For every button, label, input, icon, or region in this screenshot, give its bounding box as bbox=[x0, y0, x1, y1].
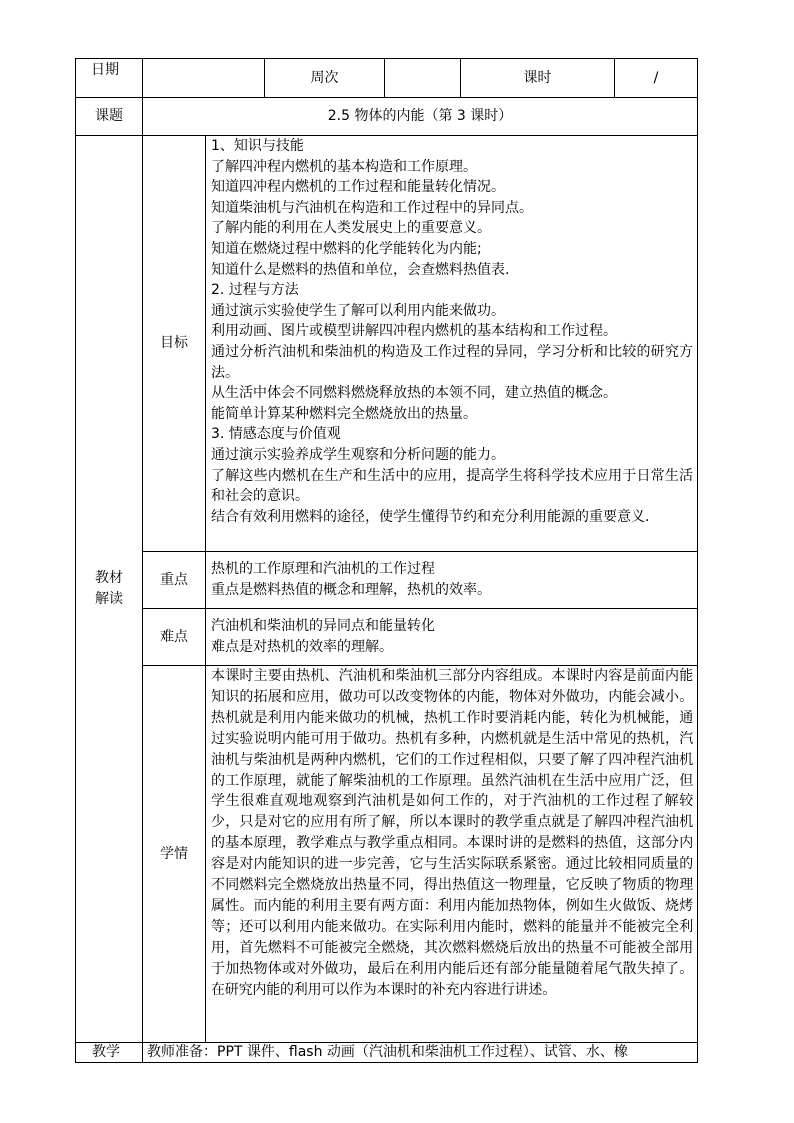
key-points-label: 重点 bbox=[160, 571, 188, 588]
goals-label: 目标 bbox=[160, 335, 188, 352]
text-line: 了解四冲程内燃机的基本构造和工作原理。 bbox=[211, 158, 477, 175]
text-line: 热机的工作原理和汽油机的工作过程 bbox=[211, 561, 435, 577]
text-line: 了解这些内燃机在生产和生活中的应用，提高学生将科学技术应用于日常生活和社会的意识。 bbox=[211, 467, 693, 505]
table-rule bbox=[142, 608, 698, 609]
text-line: 结合有效利用燃料的途径，使学生懂得节约和充分利用能源的重要意义. bbox=[211, 508, 650, 525]
text-line: 通过演示实验养成学生观察和分析问题的能力。 bbox=[211, 446, 505, 463]
week-label: 周次 bbox=[310, 69, 339, 86]
difficulties-text bbox=[206, 616, 697, 658]
period-value: / bbox=[653, 69, 659, 86]
text-line: 2. 过程与方法 bbox=[211, 282, 299, 299]
material-label-line2: 解读 bbox=[95, 591, 123, 607]
text-line: 汽油机和柴油机的异同点和能量转化 bbox=[211, 618, 435, 634]
text-line: 知道柴油机与汽油机在构造和工作过程中的异同点。 bbox=[211, 199, 533, 216]
topic-label: 课题 bbox=[95, 108, 123, 125]
text-line: 知道什么是燃料的热值和单位，会查燃料热值表. bbox=[211, 261, 510, 278]
period-label: 课时 bbox=[523, 69, 552, 86]
text-line: 通过演示实验使学生了解可以利用内能来做功。 bbox=[211, 302, 505, 319]
table-border-bottom bbox=[75, 1062, 698, 1063]
text-line: 重点是燃料热值的概念和理解，热机的效率。 bbox=[211, 582, 491, 598]
table-rule bbox=[384, 58, 385, 98]
text-line: 3. 情感态度与价值观 bbox=[211, 426, 341, 443]
students-text: 本课时主要由热机、汽油机和柴油机三部分内容组成。本课时内容是前面内能知识的拓展和应用，做功可以改变物体的内能，物体对外做功，内能会减小。热机就是利用内能来做功的机械，热机工作时要消耗内能，转化为机械能，通过实验说明内能可用于做功。热机有多种，内燃机就是生活中常见的热机，汽油机与柴油机是两种内燃机，它们的工作过程相似，只要了解了四冲程汽油机的工作原理，就能了解柴油机的工作原理。虽然汽油机在生活中应用广泛，但学生很难直观地观察到汽油机是如何工作的，对于汽油机的工作过程了解较少，只是对它的应用有所了解，所以本课时的教学重点就是了解四冲程汽油机的基本原理，教学难点与教学重点相同。本课时讲的是燃料的热值，这部分内容是对内能知识的进一步完善，它与生活实际联系紧密。通过比较相同质量的不同燃料完全燃烧放出热量不同，得出热值这一物理量，它反映了物质的物理属性。而内能的利用主要有两方面：利用内能加热物体，例如生火做饭、烧烤等；还可以利用内能来做功。在实际利用内能时，燃料的能量并不能被完全利用，首先燃料不可能被完全燃烧，其次燃料燃烧后放出的热量不可能被全部用于加热物体或对外做功，最后在利用内能后还有部分能量随着尾气散失掉了。在研究内能的利用可以作为本课时的补充内容进行讲述。 bbox=[211, 668, 693, 998]
text-line: 从生活中体会不同燃料燃烧释放热的本领不同，建立热值的概念。 bbox=[211, 385, 617, 402]
table-border-right bbox=[697, 58, 698, 1063]
goals-text bbox=[206, 136, 697, 527]
teaching-label: 教学 bbox=[92, 1044, 120, 1060]
text-line: 难点是对热机的效率的理解。 bbox=[211, 639, 393, 655]
material-label bbox=[76, 136, 142, 1042]
text-line: 利用动画、图片或模型讲解四冲程内燃机的基本结构和工作过程。 bbox=[211, 323, 617, 340]
key-points-text bbox=[206, 559, 697, 601]
material-label-line1: 教材 bbox=[95, 570, 123, 587]
text-line: 能简单计算某种燃料完全燃烧放出的热量。 bbox=[211, 405, 477, 422]
topic-value: 2.5 物体的内能（第 3 课时） bbox=[327, 108, 513, 125]
text-line: 知道四冲程内燃机的工作过程和能量转化情况。 bbox=[211, 179, 505, 196]
students-label: 学情 bbox=[160, 845, 188, 862]
text-line: 了解内能的利用在人类发展史上的重要意义。 bbox=[211, 220, 491, 237]
text-line: 通过分析汽油机和柴油机的构造及工作过程的异同，学习分析和比较的研究方法。 bbox=[211, 343, 693, 381]
text-line: 知道在燃烧过程中燃料的化学能转化为内能; bbox=[211, 240, 482, 257]
difficulties-label: 难点 bbox=[160, 628, 188, 645]
teaching-text: 教师准备：PPT 课件、flash 动画（汽油机和柴油机工作过程）、试管、水、橡 bbox=[147, 1044, 628, 1060]
table-rule bbox=[142, 551, 698, 552]
date-label: 日期 bbox=[91, 62, 119, 78]
text-line: 1、知识与技能 bbox=[211, 138, 304, 154]
